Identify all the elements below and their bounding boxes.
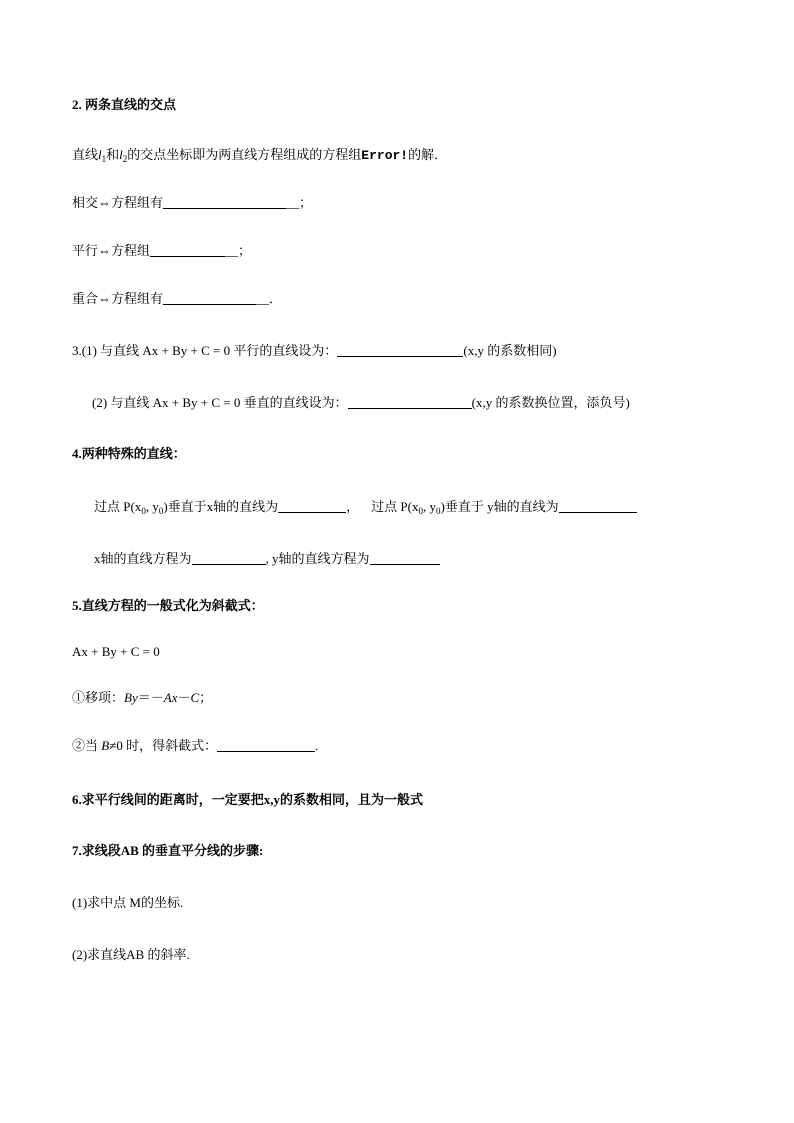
term-c: C xyxy=(190,690,200,705)
perpendicular-set-text: (2) 与直线 Ax + By + C = 0 垂直的直线设为： xyxy=(92,395,348,410)
minus: － xyxy=(177,690,191,705)
semicolon: ； xyxy=(199,690,213,705)
section-3-line-1 xyxy=(72,343,557,359)
perp-y-blank xyxy=(559,499,637,513)
x-axis-eq-text: x轴的直线方程为 xyxy=(94,551,192,566)
coincide-label: 重合⇔方程组有 xyxy=(72,291,164,306)
step-midpoint: (1)求中点 M的坐标. xyxy=(72,895,184,910)
special-lines-row-1 xyxy=(94,499,637,515)
subscript-0-a: 0 xyxy=(141,506,146,516)
coincide-pre: __ xyxy=(163,291,177,306)
parallel-pre: __ xyxy=(150,243,164,258)
coincide-line xyxy=(72,291,282,307)
slope-intercept-text: ≠0 时，得斜截式： xyxy=(109,738,218,753)
subscript-0-b: 0 xyxy=(158,506,164,516)
period: . xyxy=(315,738,319,753)
x-axis-eq-blank xyxy=(192,551,266,565)
parallel-set-note: (x,y 的系数相同) xyxy=(463,343,557,358)
coincide-blank xyxy=(176,291,256,305)
intersect-pre: __ xyxy=(163,195,177,210)
intro-text-c: 的解． xyxy=(408,147,448,162)
point-comma-a: , y xyxy=(145,499,159,514)
general-form-equation: Ax + By + C = 0 xyxy=(72,644,160,659)
perp-x-blank xyxy=(278,499,346,513)
perp-y-text: )垂直于 y轴的直线为 xyxy=(440,499,559,514)
line-symbol-l2: l xyxy=(119,147,123,162)
equals-minus: ＝－ xyxy=(137,690,164,705)
step-slope-intercept xyxy=(72,738,318,754)
point-y-text-a: 过点 P(x xyxy=(371,499,419,514)
parallel-label: 平行⇔方程组 xyxy=(72,243,151,258)
y-axis-eq-blank xyxy=(370,551,440,565)
error-field: Error! xyxy=(361,148,409,163)
point-x-text-a: 过点 P(x xyxy=(94,499,142,514)
perp-x-text: )垂直于x轴的直线为 xyxy=(163,499,279,514)
when-label: ②当 xyxy=(72,738,102,753)
move-label: ①移项： xyxy=(72,690,125,705)
step-move-terms xyxy=(72,690,212,706)
perpendicular-set-blank xyxy=(348,395,472,409)
term-by: By xyxy=(124,690,138,705)
subscript-2: 2 xyxy=(122,154,128,164)
intro-and: 和 xyxy=(106,147,120,162)
intro-text-a: 直线 xyxy=(72,147,99,162)
subscript-0-d: 0 xyxy=(435,506,441,516)
parallel-set-blank xyxy=(337,343,463,357)
step-slope: (2)求直线AB 的斜率. xyxy=(72,947,190,962)
slope-intercept-blank xyxy=(217,738,315,752)
section-7-title: 7.求线段AB 的垂直平分线的步骤: xyxy=(72,843,264,858)
intersect-post: __； xyxy=(286,195,313,210)
parallel-post: __； xyxy=(225,243,252,258)
term-b: B xyxy=(101,738,110,753)
special-lines-row-2 xyxy=(94,551,440,567)
term-ax: Ax xyxy=(163,690,178,705)
parallel-line xyxy=(72,243,251,259)
y-axis-eq-text: , y轴的直线方程为 xyxy=(265,551,370,566)
parallel-set-text: 3.(1) 与直线 Ax + By + C = 0 平行的直线设为： xyxy=(72,343,338,358)
row-separator: ， xyxy=(346,499,360,514)
section-2-intro xyxy=(72,147,447,164)
subscript-0-c: 0 xyxy=(418,506,423,516)
coincide-post: __． xyxy=(256,291,283,306)
parallel-blank xyxy=(163,243,225,257)
section-2-title: 2. 两条直线的交点 xyxy=(72,97,177,112)
section-5-title: 5.直线方程的一般式化为斜截式： xyxy=(72,598,264,613)
intersect-line xyxy=(72,195,312,211)
point-comma-b: , y xyxy=(422,499,436,514)
intro-text-b: 的交点坐标即为两直线方程组成的方程组 xyxy=(127,147,362,162)
intersect-label: 相交⇔方程组有 xyxy=(72,195,164,210)
section-6-title: 6.求平行线间的距离时，一定要把x,y的系数相同，且为一般式 xyxy=(72,792,424,807)
intersect-blank xyxy=(176,195,286,209)
section-4-title: 4.两种特殊的直线： xyxy=(72,446,186,461)
line-symbol-l1: l xyxy=(98,147,102,162)
section-3-line-2 xyxy=(92,395,630,411)
subscript-1: 1 xyxy=(101,154,107,164)
perpendicular-set-note: (x,y 的系数换位置，添负号) xyxy=(471,395,630,410)
